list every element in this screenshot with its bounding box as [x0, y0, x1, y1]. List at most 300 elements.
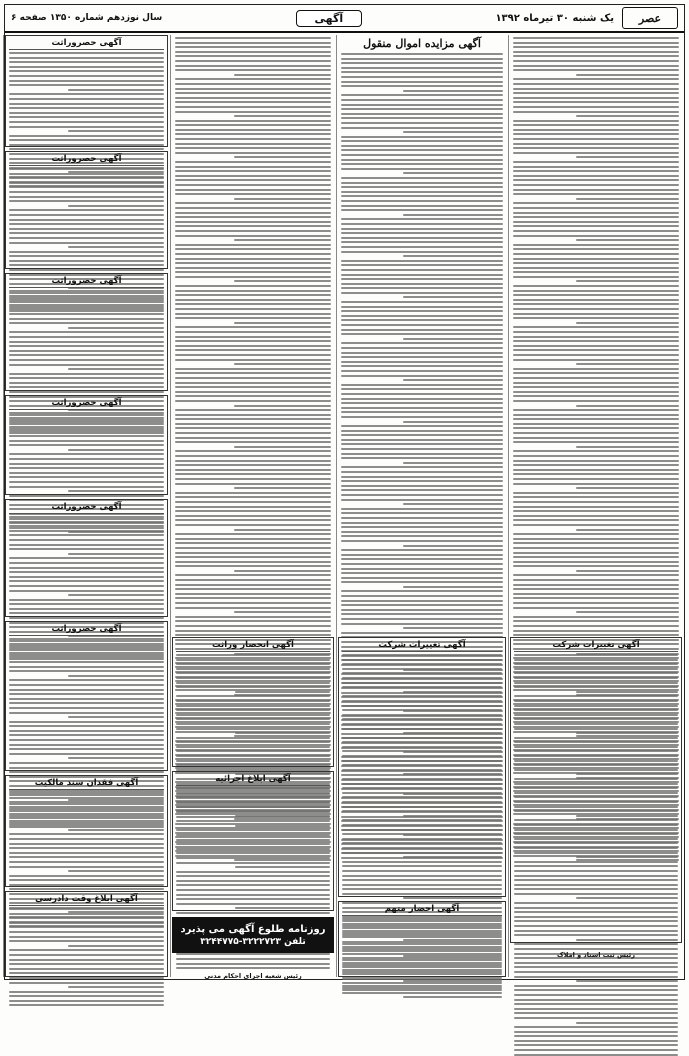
text-line: [342, 923, 502, 925]
text-line: [9, 251, 164, 253]
text-line: [341, 168, 503, 170]
promo-phone: تلفن ۳۲۲۲۷۲۳-۳۲۴۴۷۷۵: [200, 936, 306, 947]
text-line: [576, 980, 678, 982]
text-line: [9, 698, 164, 700]
text-line: [9, 103, 164, 105]
text-line: [342, 760, 502, 762]
text-line: [175, 524, 331, 526]
text-line: [341, 122, 503, 124]
text-line: [342, 764, 502, 766]
text-line: [513, 483, 679, 485]
text-line: [514, 989, 678, 991]
text-line: [68, 246, 164, 248]
text-line: [341, 384, 503, 386]
ad-block: [510, 637, 682, 943]
text-line: [176, 875, 330, 877]
text-line: [9, 963, 164, 965]
text-line: [9, 264, 164, 266]
text-line: [513, 258, 679, 260]
text-line: [513, 372, 679, 374]
text-line: [176, 705, 330, 707]
text-line: [176, 695, 330, 697]
text-line: [513, 97, 679, 99]
text-line: [9, 84, 164, 86]
issue-info: سال نوزدهم شماره ۱۳۵۰ صفحه ۶: [11, 13, 163, 23]
text-line: [342, 806, 502, 808]
text-line: [513, 340, 679, 342]
text-line: [175, 542, 331, 544]
text-line: [341, 522, 503, 524]
text-line: [514, 810, 678, 812]
text-line: [9, 936, 164, 938]
text-line: [342, 959, 502, 961]
text-line: [9, 331, 164, 333]
text-line: [175, 299, 331, 301]
text-line: [9, 949, 164, 951]
text-line: [9, 228, 164, 230]
text-line: [513, 317, 679, 319]
text-line: [514, 930, 678, 932]
text-line: [235, 866, 330, 868]
text-line: [513, 584, 679, 586]
text-line: [176, 659, 330, 661]
text-line: [342, 755, 502, 757]
text-line: [342, 978, 502, 980]
text-line: [9, 186, 164, 188]
text-line: [9, 852, 164, 854]
text-line: [513, 166, 679, 168]
text-line: [341, 67, 503, 69]
text-line: [9, 567, 164, 569]
text-line: [513, 216, 679, 218]
text-line: [68, 757, 164, 759]
text-line: [9, 670, 164, 672]
text-line: [68, 870, 164, 872]
text-line: [514, 1017, 678, 1019]
text-line: [9, 866, 164, 868]
text-line: [9, 599, 164, 601]
text-line: [9, 308, 164, 310]
text-line: [341, 209, 503, 211]
text-line: [9, 638, 164, 640]
text-line: [9, 833, 164, 835]
text-line: [9, 972, 164, 974]
text-line: [513, 262, 679, 264]
text-line: [576, 487, 679, 489]
text-line: [513, 473, 679, 475]
text-line: [9, 299, 164, 301]
text-line: [514, 682, 678, 684]
text-line: [341, 310, 503, 312]
text-line: [176, 852, 330, 854]
text-line: [403, 856, 502, 858]
text-line: [9, 656, 164, 658]
text-line: [513, 161, 679, 163]
text-line: [175, 473, 331, 475]
text-line: [175, 464, 331, 466]
text-line: [9, 177, 164, 179]
text-line: [342, 964, 502, 966]
text-line: [175, 359, 331, 361]
text-line: [514, 902, 678, 904]
text-line: [514, 999, 678, 1001]
text-line: [513, 519, 679, 521]
text-line: [235, 691, 330, 693]
ad-block: [5, 151, 168, 269]
text-line: [341, 466, 503, 468]
text-line: [513, 368, 679, 370]
text-line: [175, 409, 331, 411]
text-line: [9, 571, 164, 573]
text-line: [176, 760, 330, 762]
text-line: [9, 290, 164, 292]
text-line: [342, 718, 502, 720]
column-2: [338, 35, 506, 977]
text-line: [341, 416, 503, 418]
text-line: [342, 792, 502, 794]
text-line: [513, 285, 679, 287]
text-line: [513, 189, 679, 191]
ad-block: [338, 901, 506, 977]
text-line: [341, 457, 503, 459]
text-line: [175, 170, 331, 172]
text-line: [9, 884, 164, 886]
text-line: [175, 106, 331, 108]
text-line: [175, 395, 331, 397]
text-line: [175, 597, 331, 599]
text-line: [514, 806, 678, 808]
text-line: [403, 255, 503, 257]
text-line: [513, 83, 679, 85]
text-line: [341, 356, 503, 358]
text-line: [175, 634, 331, 636]
text-line: [513, 616, 679, 618]
text-line: [9, 200, 164, 202]
text-line: [513, 395, 679, 397]
text-line: [9, 232, 164, 234]
text-line: [513, 377, 679, 379]
text-line: [9, 391, 164, 393]
text-line: [9, 386, 164, 388]
text-line: [513, 124, 679, 126]
text-line: [9, 917, 164, 919]
text-line: [175, 42, 331, 44]
text-line: [9, 66, 164, 68]
text-line: [514, 741, 678, 743]
text-line: [514, 1012, 678, 1014]
text-line: [342, 842, 502, 844]
text-line: [513, 276, 679, 278]
ad-signature: رئیس ثبت اسناد و املاک: [557, 951, 635, 959]
text-line: [9, 530, 164, 532]
text-line: [176, 898, 330, 900]
text-line: [9, 481, 164, 483]
text-line: [9, 689, 164, 691]
text-line: [513, 478, 679, 480]
text-line: [9, 421, 164, 423]
text-line: [9, 354, 164, 356]
text-line: [513, 533, 679, 535]
text-line: [234, 239, 331, 241]
text-line: [403, 296, 503, 298]
text-line: [176, 709, 330, 711]
text-line: [403, 815, 502, 817]
text-line: [513, 326, 679, 328]
text-line: [513, 235, 679, 237]
text-line: [513, 460, 679, 462]
text-line: [514, 884, 678, 886]
columns: [7, 35, 682, 980]
text-line: [341, 604, 503, 606]
text-line: [175, 212, 331, 214]
text-line: [514, 760, 678, 762]
text-line: [176, 788, 330, 790]
text-line: [342, 714, 502, 716]
text-line: [9, 926, 164, 928]
text-line: [576, 280, 679, 282]
text-line: [9, 557, 164, 559]
text-line: [342, 668, 502, 670]
text-line: [9, 364, 164, 366]
ad-block: [5, 395, 168, 495]
text-line: [576, 939, 678, 941]
text-line: [513, 313, 679, 315]
text-line: [9, 196, 164, 198]
text-line: [342, 838, 502, 840]
text-line: [514, 852, 678, 854]
text-line: [175, 423, 331, 425]
text-line: [576, 691, 678, 693]
section-label: آگهی: [296, 10, 363, 27]
text-line: [513, 492, 679, 494]
text-line: [176, 889, 330, 891]
text-line: [9, 879, 164, 881]
text-line: [513, 354, 679, 356]
text-line: [513, 331, 679, 333]
text-line: [342, 847, 502, 849]
text-line: [9, 679, 164, 681]
text-line: [403, 627, 503, 629]
text-line: [513, 152, 679, 154]
text-line: [175, 496, 331, 498]
text-line: [9, 453, 164, 455]
text-line: [175, 161, 331, 163]
text-line: [342, 884, 502, 886]
text-line: [175, 579, 331, 581]
text-line: [403, 996, 502, 998]
text-line: [576, 897, 678, 899]
text-line: [341, 600, 503, 602]
text-line: [341, 324, 503, 326]
text-line: [9, 767, 164, 769]
text-line: [342, 875, 502, 877]
text-line: [514, 994, 678, 996]
text-line: [514, 723, 678, 725]
text-line: [175, 588, 331, 590]
text-line: [175, 593, 331, 595]
text-line: [9, 57, 164, 59]
text-line: [176, 714, 330, 716]
text-line: [341, 439, 503, 441]
text-line: [341, 94, 503, 96]
text-line: [176, 820, 330, 822]
text-line: [176, 755, 330, 757]
text-line: [175, 313, 331, 315]
text-line: [514, 728, 678, 730]
text-line: [513, 253, 679, 255]
text-line: [9, 521, 164, 523]
text-line: [576, 773, 678, 775]
text-line: [175, 244, 331, 246]
text-line: [9, 126, 164, 128]
promo-line-1: روزنامه طلوع آگهی می پذیرد: [180, 923, 326, 935]
text-line: [341, 246, 503, 248]
text-line: [176, 843, 330, 845]
text-line: [175, 235, 331, 237]
text-line: [514, 875, 678, 877]
text-line: [176, 848, 330, 850]
text-line: [342, 686, 502, 688]
text-line: [513, 579, 679, 581]
text-line: [513, 202, 679, 204]
text-line: [176, 741, 330, 743]
text-line: [513, 588, 679, 590]
text-line: [513, 248, 679, 250]
text-line: [175, 469, 331, 471]
newspaper-logo: عصر: [622, 7, 678, 29]
text-line: [403, 421, 503, 423]
text-line: [342, 705, 502, 707]
text-line: [576, 115, 679, 117]
text-line: [9, 260, 164, 262]
text-line: [513, 271, 679, 273]
text-line: [175, 258, 331, 260]
text-line: [342, 783, 502, 785]
text-line: [403, 462, 503, 464]
text-line: [9, 255, 164, 257]
text-line: [175, 216, 331, 218]
text-line: [341, 499, 503, 501]
ad-title: آگهی حصروراثت: [9, 154, 164, 166]
ad-block: [5, 499, 168, 617]
text-line: [513, 175, 679, 177]
text-line: [341, 163, 503, 165]
text-line: [175, 391, 331, 393]
text-line: [341, 531, 503, 533]
text-line: [341, 407, 503, 409]
text-line: [9, 135, 164, 137]
text-line: [341, 269, 503, 271]
text-line: [513, 437, 679, 439]
text-line: [403, 131, 503, 133]
text-line: [175, 460, 331, 462]
text-line: [9, 495, 164, 497]
text-line: [9, 666, 164, 668]
text-line: [9, 318, 164, 320]
text-line: [235, 825, 330, 827]
ad-text: [9, 908, 164, 1006]
text-line: [513, 510, 679, 512]
text-line: [513, 46, 679, 48]
text-line: [514, 778, 678, 780]
text-line: [9, 463, 164, 465]
text-line: [342, 654, 502, 656]
text-line: [175, 60, 331, 62]
text-line: [234, 280, 331, 282]
text-line: [341, 200, 503, 202]
text-line: [514, 783, 678, 785]
text-line: [234, 446, 331, 448]
text-line: [341, 186, 503, 188]
text-line: [9, 548, 164, 550]
text-line: [513, 170, 679, 172]
text-line: [175, 69, 331, 71]
text-line: [175, 129, 331, 131]
text-line: [68, 130, 164, 132]
text-line: [514, 916, 678, 918]
text-line: [341, 274, 503, 276]
text-line: [513, 294, 679, 296]
text-line: [403, 773, 502, 775]
text-line: [175, 83, 331, 85]
text-line: [513, 634, 679, 636]
text-line: [175, 285, 331, 287]
text-line: [175, 166, 331, 168]
text-line: [514, 769, 678, 771]
text-line: [9, 801, 164, 803]
text-line: [9, 585, 164, 587]
text-line: [175, 221, 331, 223]
text-line: [341, 609, 503, 611]
text-line: [9, 75, 164, 77]
text-line: [513, 427, 679, 429]
text-line: [175, 152, 331, 154]
text-line: [9, 734, 164, 736]
text-line: [9, 336, 164, 338]
text-line: [176, 746, 330, 748]
text-line: [341, 425, 503, 427]
text-line: [175, 326, 331, 328]
text-line: [514, 925, 678, 927]
text-line: [341, 177, 503, 179]
text-line: [234, 570, 331, 572]
text-line: [514, 672, 678, 674]
text-line: [513, 193, 679, 195]
text-line: [341, 319, 503, 321]
text-line: [9, 345, 164, 347]
text-line: [9, 908, 164, 910]
text-line: [9, 322, 164, 324]
text-line: [341, 228, 503, 230]
text-line: [341, 218, 503, 220]
text-line: [513, 88, 679, 90]
text-line: [514, 920, 678, 922]
text-line: [513, 143, 679, 145]
text-line: [513, 597, 679, 599]
text-line: [403, 172, 503, 174]
text-line: [176, 737, 330, 739]
text-line: [9, 373, 164, 375]
text-line: [341, 476, 503, 478]
text-line: [176, 668, 330, 670]
text-line: [341, 127, 503, 129]
text-line: [513, 55, 679, 57]
text-line: [234, 529, 331, 531]
text-line: [175, 101, 331, 103]
text-line: [176, 862, 330, 864]
ad-title: آگهی حصروراثت: [9, 398, 164, 410]
text-line: [175, 55, 331, 57]
